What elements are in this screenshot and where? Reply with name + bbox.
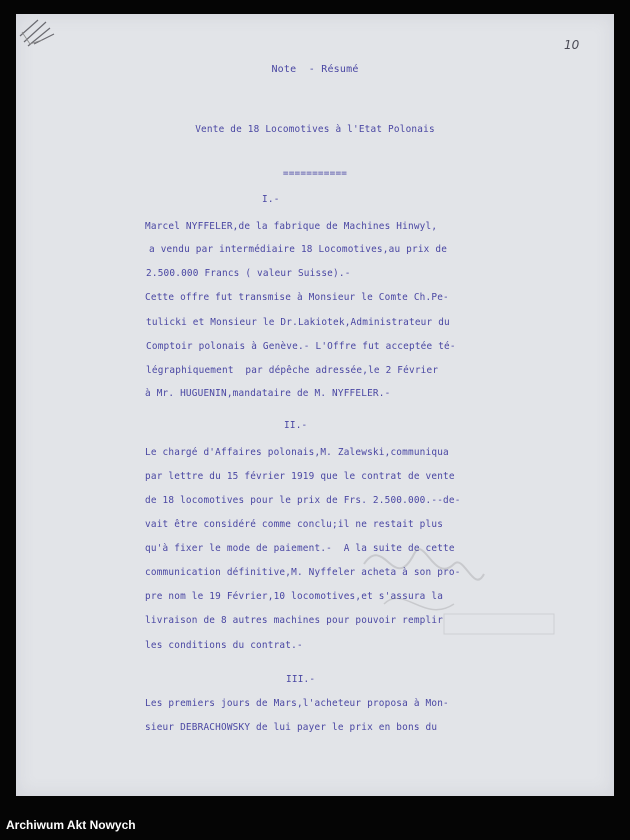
paragraph-line: sieur DEBRACHOWSKY de lui payer le prix en bons du — [145, 722, 438, 733]
paragraph-line: livraison de 8 autres machines pour pouvoir remplir — [145, 615, 444, 626]
paragraph-line: pre nom le 19 Février,10 locomotives,et s'assura la — [145, 591, 444, 602]
section-numeral: III.- — [286, 674, 316, 685]
paragraph-line: Marcel NYFFELER,de la fabrique de Machines Hinwyl, — [145, 221, 438, 232]
archive-footer — [0, 808, 630, 840]
section-numeral: II.- — [284, 420, 308, 431]
archive-name: Archiwum Akt Nowych — [6, 818, 136, 832]
title-divider: =========== — [282, 168, 348, 179]
document-title: Note - Résumé — [271, 64, 359, 75]
paragraph-line: légraphiquement par dépêche adressée,le 2 Février — [146, 365, 439, 376]
paragraph-line: Le chargé d'Affaires polonais,M. Zalewski,communiqua — [145, 447, 449, 458]
paragraph-line: Cette offre fut transmise à Monsieur le Comte Ch.Pe- — [145, 292, 449, 303]
paragraph-line: vait être considéré comme conclu;il ne restait plus — [145, 519, 444, 530]
paragraph-line: Comptoir polonais à Genève.- L'Offre fut acceptée té- — [146, 341, 456, 352]
paragraph-line: qu'à fixer le mode de paiement.- A la suite de cette — [145, 543, 455, 554]
paragraph-line: communication définitive,M. Nyffeler acheta à son pro- — [145, 567, 461, 578]
paragraph-line: tulicki et Monsieur le Dr.Lakiotek,Administrateur du — [146, 317, 450, 328]
paragraph-line: à Mr. HUGUENIN,mandataire de M. NYFFELER.- — [145, 388, 391, 399]
page-number: 10 — [564, 38, 580, 52]
paragraph-line: de 18 locomotives pour le prix de Frs. 2.500.000.--de- — [145, 495, 461, 506]
corner-pencil-mark — [16, 14, 76, 64]
section-numeral: I.- — [262, 194, 280, 205]
paragraph-line: par lettre du 15 février 1919 que le contrat de vente — [145, 471, 455, 482]
document-subtitle: Vente de 18 Locomotives à l'Etat Polonais — [195, 124, 435, 135]
paragraph-line: a vendu par intermédiaire 18 Locomotives,au prix de — [149, 244, 448, 255]
bleed-through-signature — [244, 534, 564, 654]
paragraph-line: Les premiers jours de Mars,l'acheteur proposa à Mon- — [145, 698, 449, 709]
document-page — [16, 14, 614, 796]
paragraph-line: 2.500.000 Francs ( valeur Suisse).- — [146, 268, 351, 279]
paragraph-line: les conditions du contrat.- — [145, 640, 303, 651]
